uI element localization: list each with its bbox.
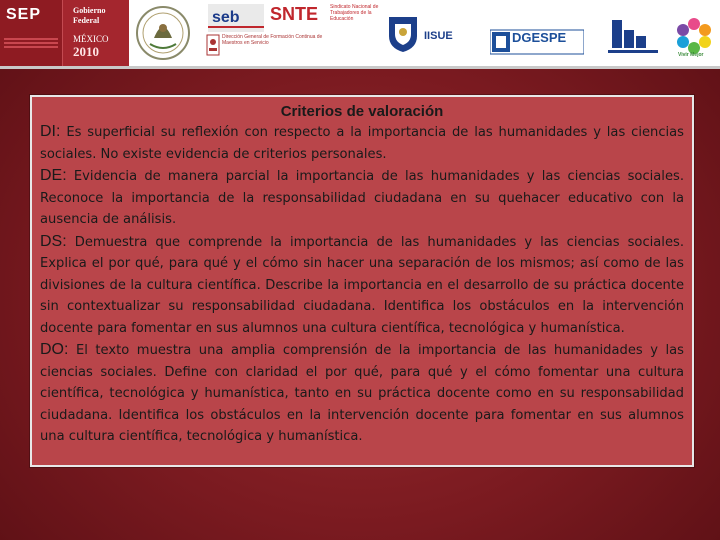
criterion-text: Evidencia de manera parcial la importancia de las humanidades y las ciencias sociales. Reconoce la importancia de la responsabilidad ciudadana en su quehacer educativo con la ausencia de análisis. xyxy=(40,169,684,227)
vivir-mejor-label: Vivir Mejor xyxy=(678,52,704,58)
snte-logo-text: SNTE xyxy=(270,4,319,24)
criterion-de xyxy=(40,165,684,231)
dgfc-subtitle: Dirección General de Formación Continua de Maestros en Servicio xyxy=(222,34,323,46)
upn-logo-icon xyxy=(606,16,660,60)
unam-shield-icon xyxy=(386,14,420,54)
svg-text:seb: seb xyxy=(212,9,240,26)
dgespe-logo-text: DGESPE xyxy=(512,30,567,45)
criterion-do xyxy=(40,339,684,448)
criterion-text: Demuestra que comprende la importancia de las humanidades y las ciencias sociales. Explica el por qué, para qué y el cómo sin hacer una separación de los mismos; así como de las divisiones de la cultura científica. Describe la importancia en el desarrollo de su práctica docente sin contextualizar su responsabilidad ciudadana. Identifica los obstáculos en la intervención docente para fomentar en sus alumnos una cultura científica, tecnológica y humanística. xyxy=(40,234,684,336)
gobierno-label: Gobierno Federal xyxy=(73,6,106,25)
gobierno-federal-logo xyxy=(62,0,129,66)
criterion-code: DS: xyxy=(40,232,67,250)
logo-header xyxy=(0,0,720,69)
snte-subtitle: Sindicato Nacional de Trabajadores de la Educación xyxy=(330,4,379,22)
panel-title: Criterios de valoración xyxy=(280,103,444,120)
criterion-code: DO: xyxy=(40,341,69,358)
national-seal-icon xyxy=(132,4,194,62)
year-label: 2010 xyxy=(73,44,99,59)
criterion-di xyxy=(40,121,684,165)
criterion-text: El texto muestra una amplia comprensión de la importancia de las humanidades y las ciencias sociales. Define con claridad el por qué, para qué y el cómo fomentar una cultura científica, tecnológica y humanística, tanto en su práctica docente como en su responsabilidad ciudadana. Identifica los obstáculos en la intervención docente para fomentar en sus alumnos una cultura científica, tecnológica y humanística. xyxy=(40,343,684,444)
sep-logo-text: SEP xyxy=(6,6,42,23)
sep-logo-subtext xyxy=(4,38,58,48)
criterion-text: Es superficial su reflexión con respecto a la importancia de las humanidades y las ciencias sociales. No existe evidencia de criterios personales. xyxy=(40,125,685,162)
dgfc-logo-icon xyxy=(206,34,220,56)
criteria-panel xyxy=(30,95,694,467)
mexico-label: MÉXICO xyxy=(73,34,109,44)
criterion-code: DE: xyxy=(40,167,67,184)
iisue-logo-text: IISUE xyxy=(424,30,453,42)
sep-logo xyxy=(0,0,62,66)
criterion-code: DI: xyxy=(40,123,61,140)
criterion-ds xyxy=(40,231,684,340)
